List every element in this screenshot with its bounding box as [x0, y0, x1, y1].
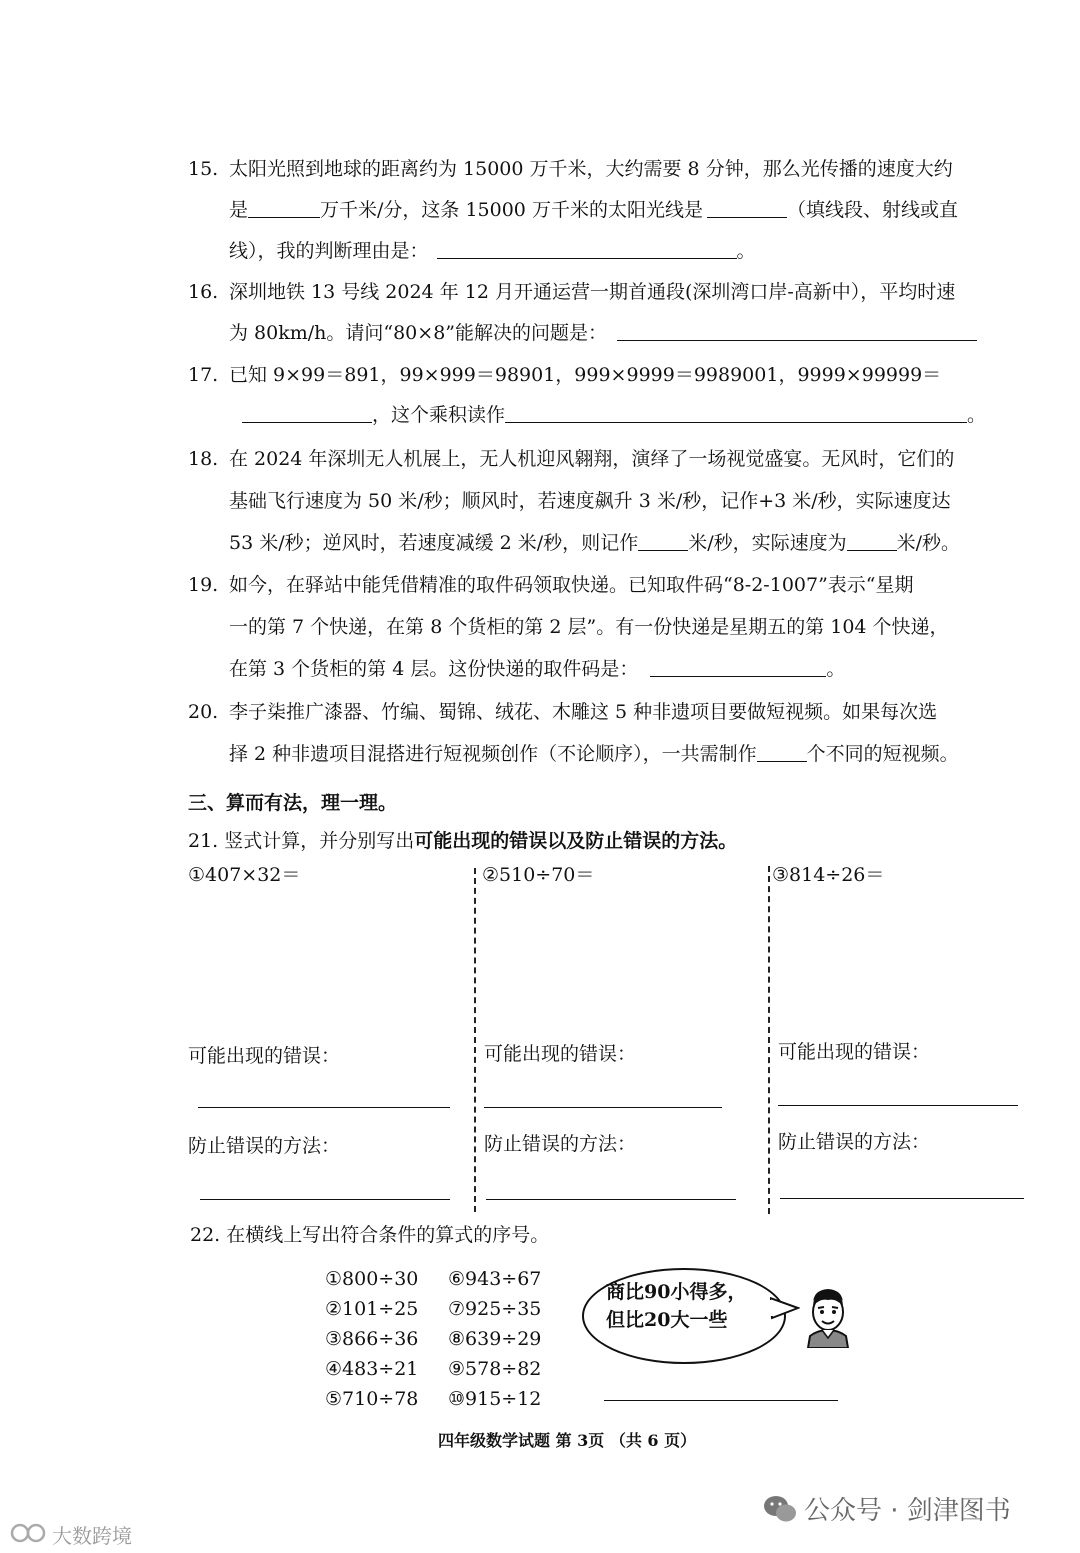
- q19-blank-code[interactable]: [650, 656, 826, 677]
- q21-err-label-1: 可能出现的错误：: [188, 1045, 341, 1067]
- q22-options-col1: [325, 1264, 418, 1414]
- q19-line1: 如今，在驿站中能凭借精准的取件码领取快递。已知取件码“8-2-1007”表示“星期: [229, 574, 914, 596]
- q22-option: ④483÷21: [325, 1358, 419, 1380]
- q21-fix-label-3: 防止错误的方法：: [778, 1131, 931, 1153]
- q21-err-label-3: 可能出现的错误：: [778, 1041, 931, 1063]
- q16-number: 16.: [188, 281, 219, 303]
- q20-line1: 李子柒推广漆器、竹编、蜀锦、绒花、木雕这 5 种非遗项目要做短视频。如果每次选: [229, 701, 938, 723]
- column-divider-1: [474, 868, 476, 1212]
- q15-number: 15.: [188, 158, 219, 180]
- q16-line2: [229, 320, 977, 346]
- brand-logo-icon: [10, 1521, 50, 1545]
- q20-text-b: 个不同的短视频。: [806, 743, 959, 765]
- watermark-official-account: 公众号 · 剑津图书: [804, 1496, 1011, 1526]
- q17-line2: [242, 402, 986, 428]
- q17-blank-reading[interactable]: [505, 402, 967, 423]
- q15-text-a: 是: [229, 199, 249, 221]
- watermark-brand: 大数跨境: [52, 1524, 132, 1548]
- q16-blank[interactable]: [617, 320, 977, 341]
- q21-fix-blank-3[interactable]: [780, 1198, 1024, 1199]
- speech-bubble-tail: [770, 1296, 800, 1322]
- q15-text-c: （填线段、射线或直: [786, 199, 958, 221]
- q21-header: [188, 828, 737, 854]
- q15-blank-speed[interactable]: [248, 197, 320, 218]
- q18-line2: 基础飞行速度为 50 米/秒；顺风时，若速度飙升 3 米/秒，记作+3 米/秒，实际速度达: [229, 490, 951, 512]
- bubble-line-2: 但比20大一些: [606, 1309, 728, 1331]
- q21-fix-label-2: 防止错误的方法：: [484, 1133, 637, 1155]
- q21-err-blank-2[interactable]: [484, 1107, 722, 1108]
- q15-line1: 太阳光照到地球的距离约为 15000 万千米，大约需要 8 分钟，那么光传播的速度大约: [229, 158, 953, 180]
- q21-err-label-2: 可能出现的错误：: [484, 1043, 637, 1065]
- q21-expr-3: ③814÷26＝: [772, 864, 885, 886]
- q22-option: ⑧639÷29: [448, 1328, 542, 1350]
- q15-blank-reason[interactable]: [437, 238, 737, 259]
- q16-line1: 深圳地铁 13 号线 2024 年 12 月开通运营一期首通段(深圳湾口岸-高新中），平均时速: [229, 281, 956, 303]
- q17-number: 17.: [188, 364, 219, 386]
- q17-blank-product[interactable]: [242, 402, 372, 423]
- q22-options-col2: [448, 1264, 541, 1414]
- q18-blank-speed[interactable]: [847, 530, 897, 551]
- q19-text-b: 。: [826, 658, 846, 680]
- q19-line3: [229, 656, 845, 682]
- q21-intro-bold: 可能出现的错误以及防止错误的方法。: [414, 830, 738, 852]
- q22-option: ①800÷30: [325, 1268, 419, 1290]
- q20-number: 20.: [188, 701, 219, 723]
- q15-line2: [229, 197, 958, 223]
- q20-blank-count[interactable]: [757, 741, 807, 762]
- q18-text-b: 米/秒，实际速度为: [688, 532, 847, 554]
- q22-option: ②101÷25: [325, 1298, 419, 1320]
- q21-fix-blank-2[interactable]: [486, 1199, 736, 1200]
- bubble-line-1: 商比90小得多，: [606, 1281, 747, 1303]
- section3-title: 三、算而有法，理一理。: [188, 792, 398, 814]
- q21-fix-blank-1[interactable]: [200, 1199, 450, 1200]
- q22-answer-blank[interactable]: [604, 1400, 838, 1401]
- q17-text-a: ，这个乘积读作: [372, 404, 506, 426]
- wechat-icon: [762, 1494, 798, 1524]
- q22-number: 22.: [190, 1224, 221, 1246]
- q18-blank-record[interactable]: [638, 530, 688, 551]
- q15-blank-line-type[interactable]: [707, 197, 787, 218]
- q22-option: ⑩915÷12: [448, 1388, 542, 1410]
- q21-err-blank-3[interactable]: [778, 1105, 1018, 1106]
- q22-option: ⑤710÷78: [325, 1388, 419, 1410]
- q22-option: ③866÷36: [325, 1328, 419, 1350]
- q15-text-e: 。: [736, 240, 756, 262]
- q22-option: ⑨578÷82: [448, 1358, 542, 1380]
- q17-line1: 已知 9×99＝891，99×999＝98901，999×9999＝9989001，9999×99999＝: [229, 364, 942, 386]
- q16-text: 为 80km/h。请问“80×8”能解决的问题是：: [229, 322, 607, 344]
- q22-header: [190, 1222, 549, 1248]
- q18-text-c: 米/秒。: [896, 532, 961, 554]
- speech-bubble-text: [606, 1278, 746, 1334]
- column-divider-2: [768, 866, 770, 1214]
- q21-fix-label-1: 防止错误的方法：: [188, 1135, 341, 1157]
- q17-text-b: 。: [967, 404, 987, 426]
- q22-text: 在横线上写出符合条件的算式的序号。: [226, 1224, 550, 1246]
- q19-number: 19.: [188, 574, 219, 596]
- q22-option: ⑦925÷35: [448, 1298, 542, 1320]
- q22-option: ⑥943÷67: [448, 1268, 542, 1290]
- q21-err-blank-1[interactable]: [198, 1107, 450, 1108]
- q19-text-a: 在第 3 个货柜的第 4 层。这份快递的取件码是：: [229, 658, 639, 680]
- q20-line2: [229, 741, 959, 767]
- q15-text-b: 万千米/分，这条 15000 万千米的太阳光线是: [320, 199, 703, 221]
- q21-expr-1: ①407×32＝: [188, 864, 301, 886]
- q21-number: 21.: [188, 830, 219, 852]
- q18-text-a: 53 米/秒；逆风时，若速度减缓 2 米/秒，则记作: [229, 532, 639, 554]
- q15-line3: [229, 238, 756, 264]
- q19-line2: 一的第 7 个快递，在第 8 个货柜的第 2 层”。有一份快递是星期五的第 104 个快递，: [229, 616, 949, 638]
- q15-text-d: 线），我的判断理由是：: [229, 240, 429, 262]
- q18-line1: 在 2024 年深圳无人机展上，无人机迎风翱翔，演绎了一场视觉盛宴。无风时，它们的: [229, 448, 955, 470]
- q20-text-a: 择 2 种非遗项目混搭进行短视频创作（不论顺序），一共需制作: [229, 743, 757, 765]
- q21-expr-2: ②510÷70＝: [482, 864, 595, 886]
- student-avatar-icon: [804, 1284, 852, 1348]
- q21-intro: 竖式计算，并分别写出: [224, 830, 415, 852]
- page-footer: 四年级数学试题 第 3页 （共 6 页）: [438, 1431, 697, 1450]
- q18-number: 18.: [188, 448, 219, 470]
- q18-line3: [229, 530, 960, 556]
